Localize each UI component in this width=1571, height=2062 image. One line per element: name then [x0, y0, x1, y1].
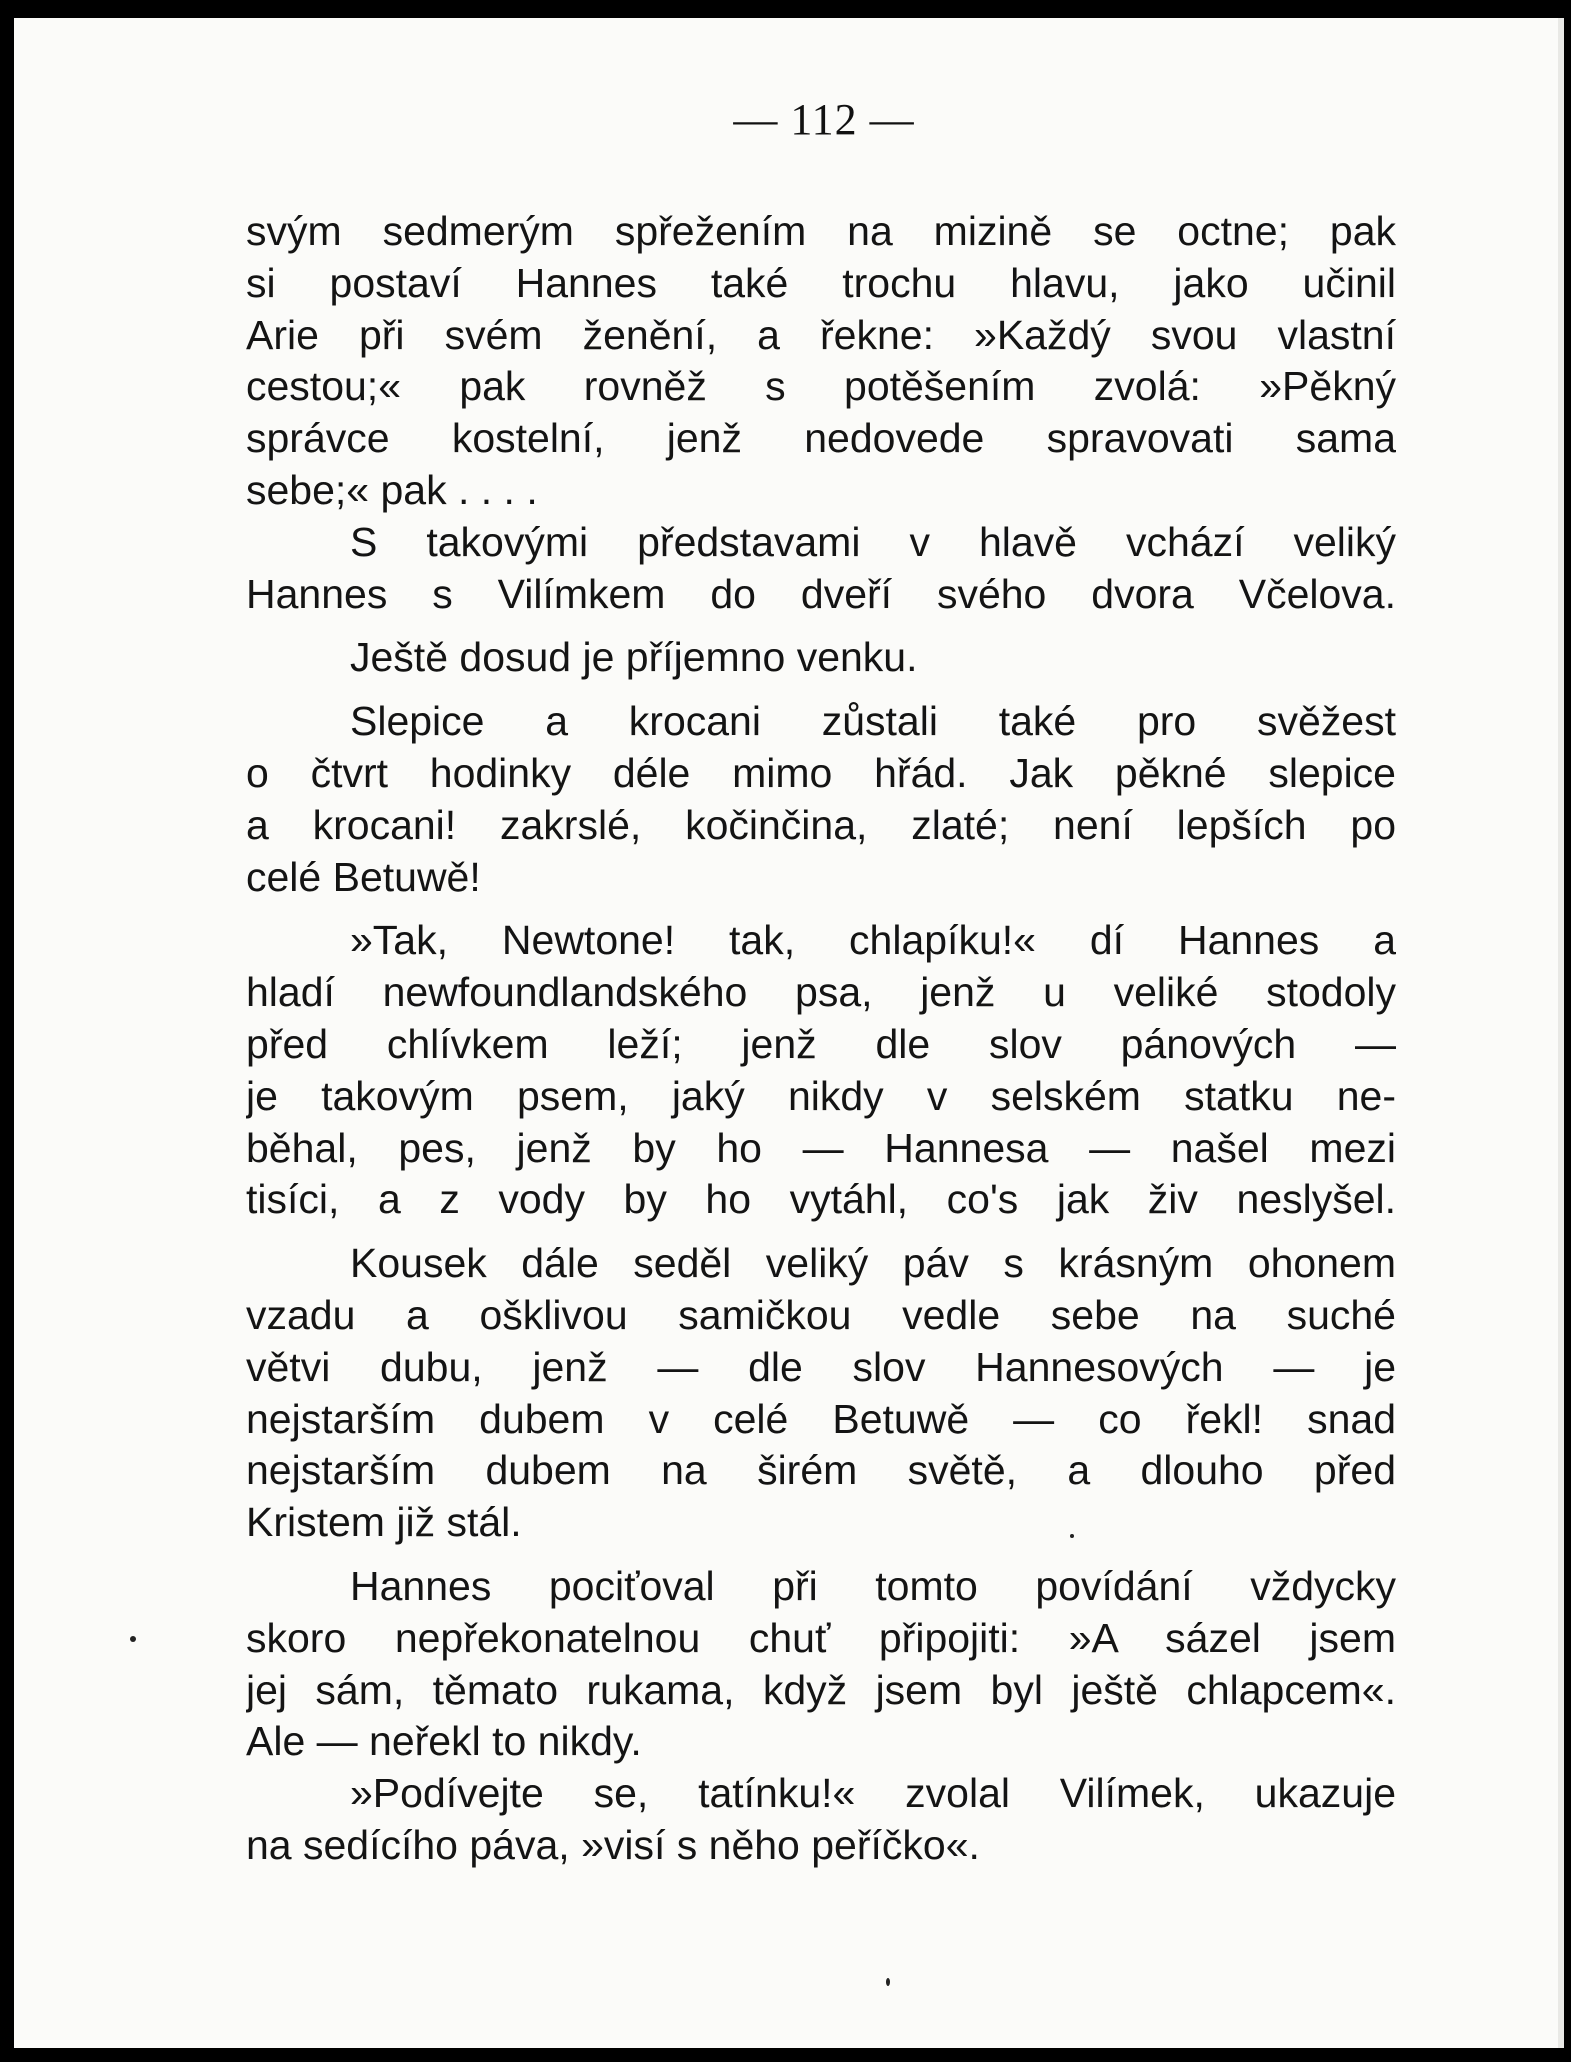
text-line: běhal, pes, jenž by ho — Hannesa — našel mezi [246, 1124, 1396, 1171]
text-line: si postaví Hannes také trochu hlavu, jako učinil [246, 259, 1396, 306]
text-line: sebe;« pak . . . . [246, 466, 538, 513]
page-edge [1558, 18, 1564, 2048]
text-line: hladí newfoundlandského psa, jenž u veliké stodoly [246, 969, 1396, 1016]
text-line: Slepice a krocani zůstali také pro svěžest [350, 698, 1396, 745]
text-line: »Tak, Newtone! tak, chlapíku!« dí Hannes a [350, 917, 1396, 964]
text-line: Kristem již stál. [246, 1499, 522, 1546]
paragraph-5 [246, 915, 1396, 1226]
text-line: Ještě dosud je příjemno venku. [350, 634, 918, 681]
text-line: cestou;« pak rovněž s potěšením zvolá: »Pěkný [246, 363, 1396, 410]
text-line: o čtvrt hodinky déle mimo hřád. Jak pěkné slepice [246, 749, 1396, 796]
text-line: nejstarším dubem v celé Betuwě — co řekl! snad [246, 1395, 1396, 1442]
text-line: je takovým psem, jaký nikdy v selském statku ne- [246, 1072, 1396, 1119]
text-line: Kousek dále seděl veliký páv s krásným ohonem [350, 1240, 1396, 1287]
text-line: »Podívejte se, tatínku!« zvolal Vilímek, ukazuje [350, 1770, 1396, 1817]
text-line: vzadu a ošklivou samičkou vedle sebe na suché [246, 1291, 1396, 1338]
text-line: na sedícího páva, »visí s něho peříčko«. [246, 1821, 980, 1868]
text-line: Arie při svém ženění, a řekne: »Každý svou vlastní [246, 311, 1396, 358]
text-line: nejstarším dubem na širém světě, a dlouho před [246, 1447, 1396, 1494]
text-line: skoro nepřekonatelnou chuť připojiti: »A sázel jsem [246, 1614, 1396, 1661]
text-line: správce kostelní, jenž nedovede spravovati sama [246, 415, 1396, 462]
print-speck [130, 1636, 136, 1642]
text-line: Ale — neřekl to nikdy. [246, 1718, 642, 1765]
text-line: jej sám, těmato rukama, když jsem byl ještě chlapcem«. [246, 1666, 1396, 1713]
paragraph-1 [246, 206, 1396, 517]
text-line: Hannes pociťoval při tomto povídání vždycky [350, 1562, 1396, 1609]
text-line: a krocani! zakrslé, kočinčina, zlaté; není lepších po [246, 801, 1396, 848]
text-line: větvi dubu, jenž — dle slov Hannesových — je [246, 1343, 1396, 1390]
print-speck [1070, 1534, 1074, 1538]
body-text [246, 206, 1396, 1872]
paragraph-7 [246, 1561, 1396, 1768]
paragraph-8 [246, 1768, 1396, 1872]
book-page [14, 18, 1564, 2048]
text-line: celé Betuwě! [246, 853, 481, 900]
text-line: tisíci, a z vody by ho vytáhl, co's jak živ neslyšel. [246, 1176, 1396, 1223]
paragraph-2 [246, 517, 1396, 621]
paragraph-3 [246, 632, 1396, 684]
page-number: — 112 — [733, 95, 915, 144]
text-line: svým sedmerým spřežením na mizině se octne; pak [246, 208, 1396, 254]
text-line: Hannes s Vilímkem do dveří svého dvora Včelova. [246, 570, 1396, 617]
print-speck [886, 1978, 890, 1986]
text-line: S takovými představami v hlavě vchází veliký [350, 518, 1396, 565]
paragraph-4 [246, 696, 1396, 903]
paragraph-6 [246, 1238, 1396, 1549]
text-line: před chlívkem leží; jenž dle slov pánových — [246, 1020, 1396, 1067]
